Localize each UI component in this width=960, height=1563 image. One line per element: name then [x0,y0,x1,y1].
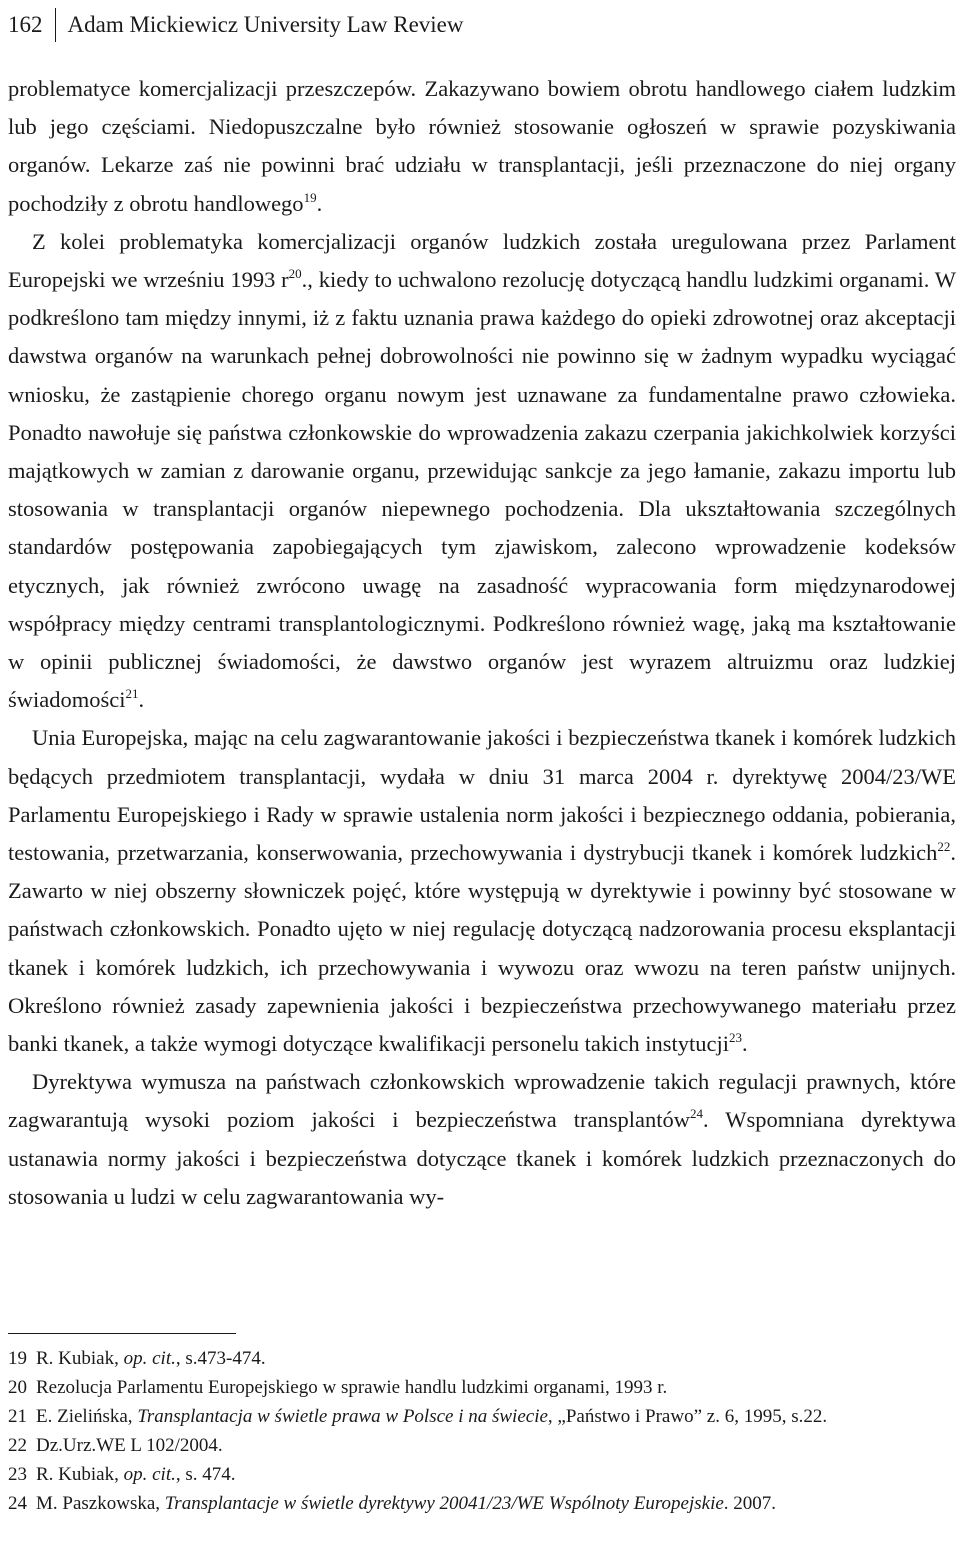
footnote-text-italic: Transplantacje w świetle dyrektywy 20041/23/WE Wspólnoty Europejskie [164,1493,724,1514]
page-number: 162 [8,12,43,37]
paragraph-3 [8,719,956,1063]
footnote-text [36,1373,956,1402]
footnote-text-italic: op. cit. [123,1348,176,1369]
footnote-text-pre: M. Paszkowska, [36,1493,165,1514]
footnote-text-post: . 2007. [723,1493,777,1514]
paragraph-1 [8,70,956,223]
paragraph-3-text-b: . Zawarto w niej obszerny słowniczek pojęć, które występują w dyrektywie i powinny być stosowane w państwach członkowskich. Ponadto ujęto w niej regulację dotyczącą nadzorowania procesu eksplantacji tkanek i komórek ludzkich, ich przechowywania i wywozu oraz wwozu na teren państw unijnych. Określono również zasady zapewnienia jakości i bezpieczeństwa przechowywanego materiału przez banki tkanek, a także wymogi dotyczące kwalifikacji personelu takich instytucji [8,840,956,1057]
footnote-22 [8,1431,956,1460]
footnote-ref-23: 23 [729,1030,742,1046]
paragraph-2-text-b: ., kiedy to uchwalono rezolucję dotyczącą handlu ludzkimi organami. W podkreślono tam między innymi, iż z faktu uznania prawa każdego do opieki zdrowotnej oraz akceptacji dawstwa organów na warunkach pełnej dobrowolności nie powinno się w żadnym wypadku wyciągać wniosku, że zastąpienie chorego organu nowym jest uznawane za fundamentalne prawo człowieka. Ponadto nawołuje się państwa członkowskie do wprowadzenia zakazu czerpania jakichkolwiek korzyści majątkowych w zamian z darowanie organu, przewidując sankcje za jego łamanie, zakazu importu lub stosowania w transplantacji organów niepewnego pochodzenia. Dla ukształtowania szczególnych standardów postępowania zapobiegających tym zjawiskom, zalecono wprowadzenie kodeksów etycznych, jak również zwrócono uwagę na zasadność wypracowania form międzynarodowej współpracy między centrami transplantologicznymi. Podkreślono również wagę, jaką ma kształtowanie w opinii publicznej świadomości, że dawstwo organów jest wyrazem altruizmu oraz ludzkiej świadomości [8,267,956,713]
footnote-number: 20 [8,1377,27,1398]
footnote-text-italic: Transplantacja w świetle prawa w Polsce i na świecie [137,1406,548,1427]
paragraph-1-text: problematyce komercjalizacji przeszczepów. Zakazywano bowiem obrotu handlowego ciałem ludzkim lub jego częściami. Niedopuszczalne było również stosowanie ogłoszeń w sprawie pozyskiwania organów. Lekarze zaś nie powinni brać udziału w transplantacji, jeśli przeznaczone do niej organy pochodziły z obrotu handlowego [8,76,956,216]
footnote-number: 19 [8,1348,27,1369]
journal-title: Adam Mickiewicz University Law Review [67,12,464,37]
footnote-number: 21 [8,1406,27,1427]
running-header [8,8,464,42]
footnote-text-pre: Dz.Urz.WE L 102/2004. [36,1435,223,1456]
footnote-number: 22 [8,1435,27,1456]
footnote-ref-21: 21 [125,686,139,702]
footnote-21 [8,1402,956,1431]
footnote-text [36,1460,956,1489]
footnote-text-pre: E. Zielińska, [36,1406,138,1427]
footnote-ref-19: 19 [303,189,317,205]
paragraph-4-text-a: Dyrektywa wymusza na państwach członkowskich wprowadzenie takich regulacji prawnych, które zagwarantują wysoki poziom jakości i bezpieczeństwa transplantów [8,1069,956,1133]
footnote-ref-20: 20 [288,266,302,282]
footnote-23 [8,1460,956,1489]
footnote-24 [8,1489,956,1518]
paragraph-3-tail: . [742,1031,748,1057]
footnote-number: 23 [8,1464,27,1485]
footnote-separator [8,1333,236,1334]
footnote-text-post: , s. 474. [175,1464,236,1485]
footnote-text [36,1489,956,1518]
paragraph-1-tail: . [316,190,323,216]
paragraph-2 [8,223,956,720]
paragraph-3-text-a: Unia Europejska, mając na celu zagwarantowanie jakości i bezpieczeństwa tkanek i komórek ludzkich będących przedmiotem transplantacji, wydała w dniu 31 marca 2004 r. dyrektywę 2004/23/WE Parlamentu Europejskiego i Rady w sprawie ustalenia norm jakości i bezpiecznego oddania, pobierania, testowania, przetwarzania, konserwowania, przechowywania i dystrybucji tkanek i komórek ludzkich [8,725,956,866]
paragraph-2-text-a: Z kolei problematyka komercjalizacji organów ludzkich została uregulowana przez Parlament Europejski we wrześniu 1993 r [8,228,956,293]
body-text [8,70,956,1216]
footnote-text-pre: R. Kubiak, [36,1348,124,1369]
paragraph-2-tail: . [138,687,145,713]
footnote-19 [8,1344,956,1373]
footnote-text [36,1402,956,1431]
footnote-text-italic: op. cit. [123,1464,176,1485]
footnote-ref-24: 24 [690,1106,704,1122]
paragraph-4 [8,1063,956,1216]
paragraph-4-text-b: . Wspomniana dyrektywa ustanawia normy jakości i bezpieczeństwa dotyczące tkanek i komórek ludzkich przeznaczonych do stosowania u ludzi w celu zagwarantowania wy- [8,1107,956,1209]
footnote-number: 24 [8,1493,27,1514]
footnote-text-pre: R. Kubiak, [36,1464,124,1485]
footnote-text [36,1344,956,1373]
footnote-text-post: , „Państwo i Prawo” z. 6, 1995, s.22. [547,1406,828,1427]
footnote-text [36,1431,956,1460]
footnote-text-post: , s.473-474. [175,1348,266,1369]
footnote-ref-22: 22 [937,839,951,855]
footnotes [8,1344,956,1518]
footnote-20 [8,1373,956,1402]
footnote-text-pre: Rezolucja Parlamentu Europejskiego w sprawie handlu ludzkimi organami, 1993 r. [36,1377,668,1398]
